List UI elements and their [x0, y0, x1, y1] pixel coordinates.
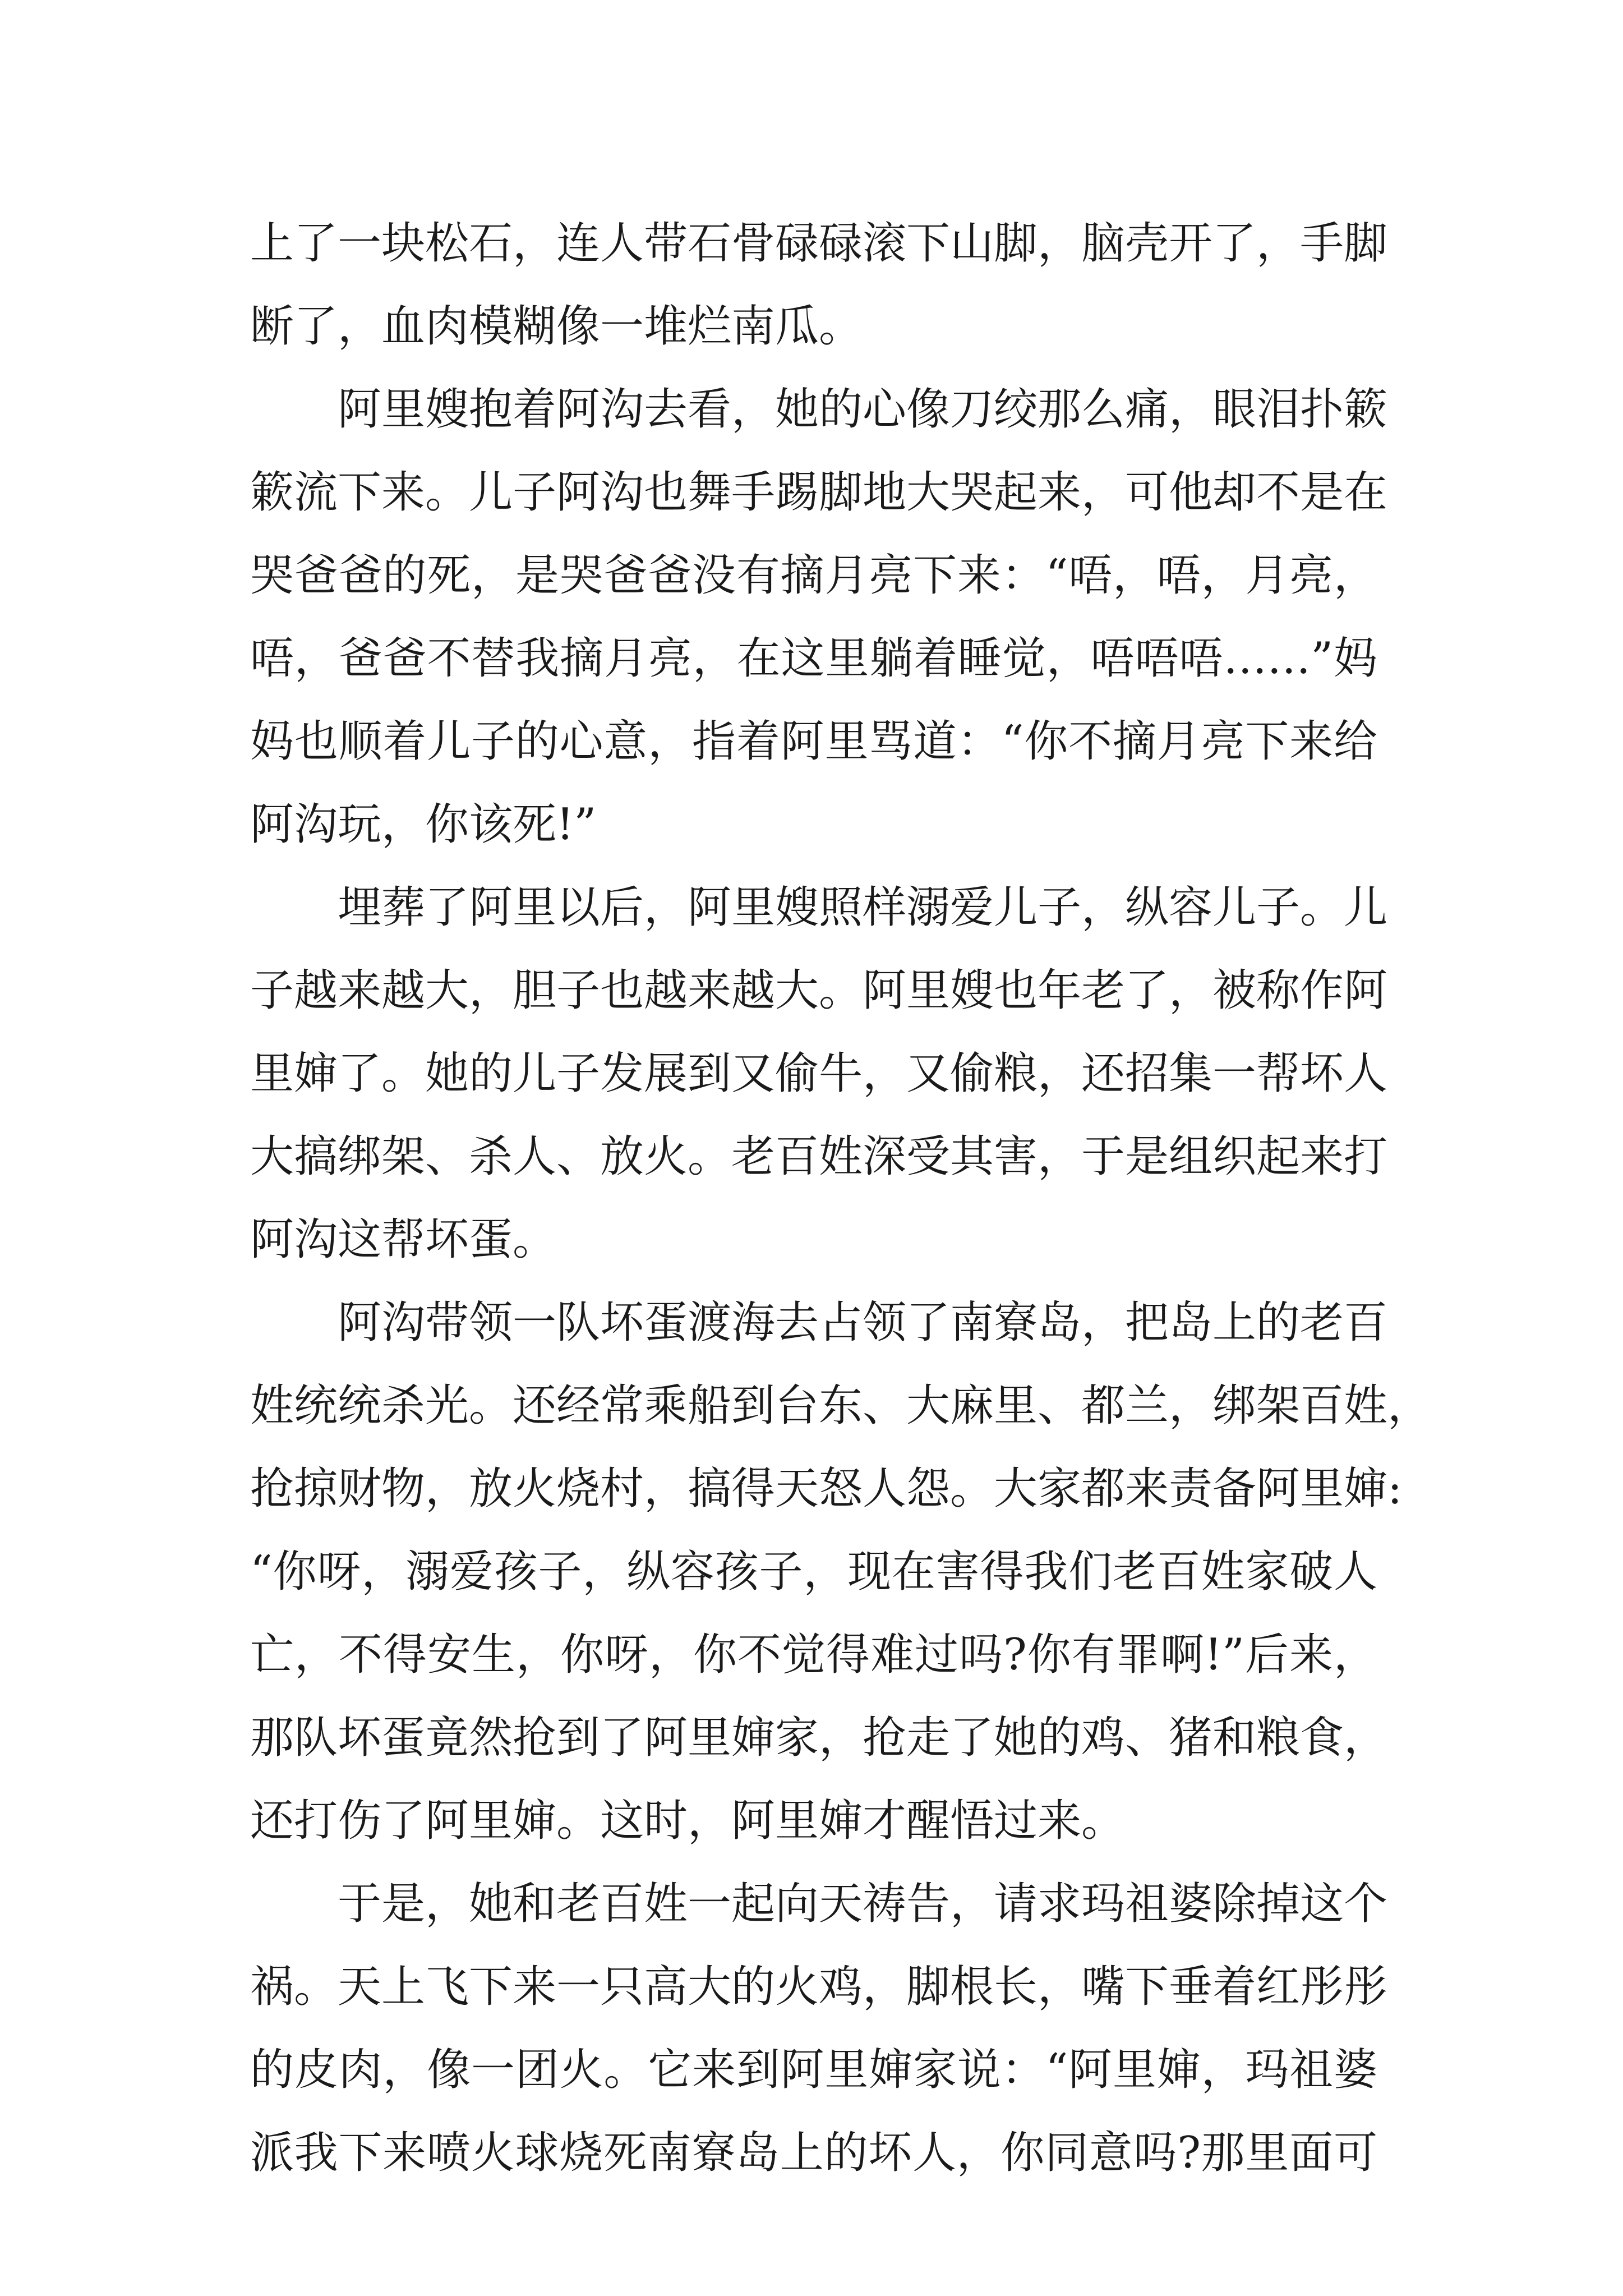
text-line: 还打伤了阿里婶。这时，阿里婶才醒悟过来。 — [250, 1796, 1126, 1846]
text-line: 哭爸爸的死，是哭爸爸没有摘月亮下来：“唔，唔，月亮， — [250, 550, 1377, 601]
story-text — [250, 202, 1432, 2194]
text-line: 那队坏蛋竟然抢到了阿里婶家，抢走了她的鸡、猪和粮食， — [250, 1713, 1388, 1763]
text-line: 阿沟带领一队坏蛋渡海去占领了南寮岛，把岛上的老百 — [338, 1297, 1388, 1348]
text-line: 亡，不得安生，你呀，你不觉得难过吗?你有罪啊!”后来， — [250, 1630, 1377, 1680]
text-line: 里婶了。她的儿子发展到又偷牛，又偷粮，还招集一帮坏人 — [250, 1048, 1388, 1099]
text-line: 于是，她和老百姓一起向天祷告，请求玛祖婆除掉这个 — [338, 1879, 1388, 1929]
text-line: 埋葬了阿里以后，阿里嫂照样溺爱儿子，纵容儿子。儿 — [338, 882, 1388, 933]
text-line: 唔，爸爸不替我摘月亮，在这里躺着睡觉，唔唔唔……”妈 — [250, 633, 1377, 684]
text-line: 子越来越大，胆子也越来越大。阿里嫂也年老了，被称作阿 — [250, 965, 1388, 1016]
text-line: 断了，血肉模糊像一堆烂南瓜。 — [250, 301, 863, 352]
text-line: 阿里嫂抱着阿沟去看，她的心像刀绞那么痛，眼泪扑簌 — [338, 384, 1388, 435]
text-line: “你呀，溺爱孩子，纵容孩子，现在害得我们老百姓家破人 — [250, 1547, 1377, 1597]
text-line: 上了一块松石，连人带石骨碌碌滚下山脚，脑壳开了，手脚 — [250, 218, 1388, 269]
text-line: 阿沟这帮坏蛋。 — [250, 1214, 557, 1265]
text-line: 妈也顺着儿子的心意，指着阿里骂道：“你不摘月亮下来给 — [250, 716, 1377, 767]
text-line: 的皮肉，像一团火。它来到阿里婶家说：“阿里婶，玛祖婆 — [250, 2045, 1377, 2095]
text-line: 大搞绑架、杀人、放火。老百姓深受其害，于是组织起来打 — [250, 1131, 1388, 1182]
text-line: 派我下来喷火球烧死南寮岛上的坏人，你同意吗?那里面可 — [250, 2128, 1377, 2178]
text-line: 阿沟玩，你该死!” — [250, 799, 597, 850]
text-line: 抢掠财物，放火烧村，搞得天怒人怨。大家都来责备阿里婶: — [250, 1464, 1403, 1514]
text-line: 祸。天上飞下来一只高大的火鸡，脚根长，嘴下垂着红彤彤 — [250, 1962, 1388, 2012]
text-line: 姓统统杀光。还经常乘船到台东、大麻里、都兰，绑架百姓， — [250, 1381, 1432, 1431]
text-line: 簌流下来。儿子阿沟也舞手踢脚地大哭起来，可他却不是在 — [250, 467, 1388, 518]
